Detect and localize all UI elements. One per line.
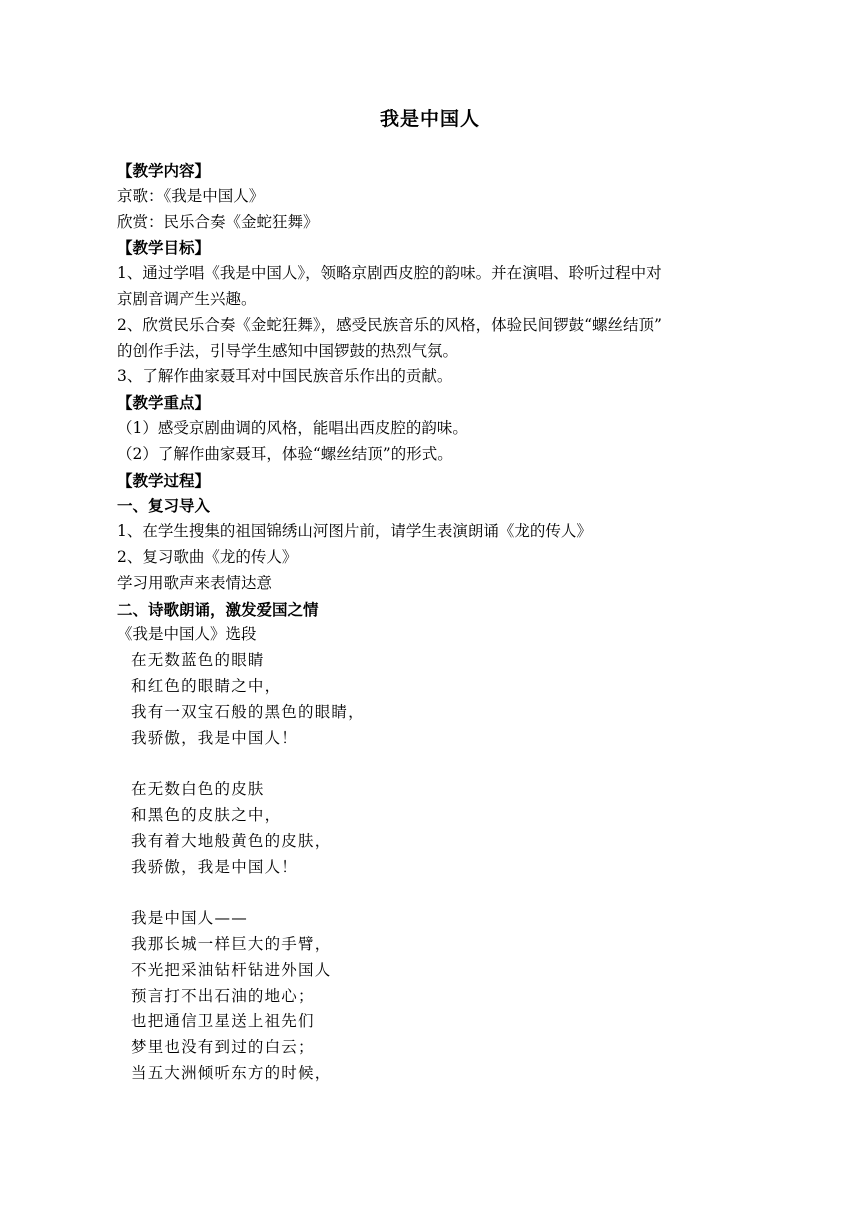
- stanza-spacer: [117, 751, 747, 777]
- poem-line: 在无数蓝色的眼睛: [131, 651, 265, 670]
- section-heading-focus: 【教学重点】: [117, 393, 211, 413]
- step-item: 学习用歌声来表情达意: [117, 573, 273, 592]
- goal-line: 1、通过学唱《我是中国人》，领略京剧西皮腔的韵味。并在演唱、聆听过程中对: [117, 264, 662, 283]
- step-item: 1、在学生搜集的祖国锦绣山河图片前，请学生表演朗诵《龙的传人》: [117, 522, 592, 541]
- poem-line: 梦里也没有到过的白云；: [131, 1038, 315, 1057]
- poem-line: 也把通信卫星送上祖先们: [131, 1012, 315, 1031]
- poem-line: 和红色的眼睛之中，: [131, 676, 282, 695]
- poem-line: 当五大洲倾听东方的时候，: [131, 1063, 332, 1082]
- step-heading: 一、复习导入: [117, 496, 211, 516]
- poem-line: 我骄傲，我是中国人！: [131, 728, 299, 747]
- focus-item: （2）了解作曲家聂耳，体验“螺丝结顶”的形式。: [117, 444, 453, 463]
- poem-line: 不光把采油钻杆钻进外国人: [131, 960, 332, 979]
- section-heading-process: 【教学过程】: [117, 470, 211, 490]
- poem-line: 在无数白色的皮肤: [131, 780, 265, 799]
- poem-line: 和黑色的皮肤之中，: [131, 805, 282, 824]
- step-item: 2、复习歌曲《龙的传人》: [117, 547, 298, 566]
- section-heading-content: 【教学内容】: [117, 161, 211, 180]
- poem-line: 我骄傲，我是中国人！: [131, 857, 299, 876]
- poem-line: 我那长城一样巨大的手臂，: [131, 934, 332, 953]
- document-body: [117, 158, 747, 1087]
- poem-line: 我有一双宝石般的黑色的眼睛，: [131, 702, 365, 721]
- goal-line: 的创作手法，引导学生感知中国锣鼓的热烈气氛。: [117, 341, 459, 360]
- section-heading-goals: 【教学目标】: [117, 238, 211, 258]
- poem-source: 《我是中国人》选段: [117, 625, 257, 644]
- content-item: 欣赏：民乐合奏《金蛇狂舞》: [117, 212, 319, 231]
- content-item: 京歌：《我是中国人》: [117, 186, 265, 205]
- poem-line: 预言打不出石油的地心；: [131, 986, 315, 1005]
- step-heading: 二、诗歌朗诵，激发爱国之情: [117, 599, 319, 619]
- document-title: 我是中国人: [379, 108, 480, 130]
- goal-line: 3、了解作曲家聂耳对中国民族音乐作出的贡献。: [117, 367, 453, 386]
- focus-item: （1）感受京剧曲调的风格，能唱出西皮腔的韵味。: [117, 418, 468, 437]
- stanza-spacer: [117, 880, 747, 906]
- goal-line: 京剧音调产生兴趣。: [117, 289, 257, 308]
- poem-line: 我是中国人——: [131, 909, 248, 928]
- goal-line: 2、欣赏民乐合奏《金蛇狂舞》，感受民族音乐的风格，体验民间锣鼓“螺丝结顶”: [117, 315, 662, 334]
- poem-line: 我有着大地般黄色的皮肤，: [131, 831, 332, 850]
